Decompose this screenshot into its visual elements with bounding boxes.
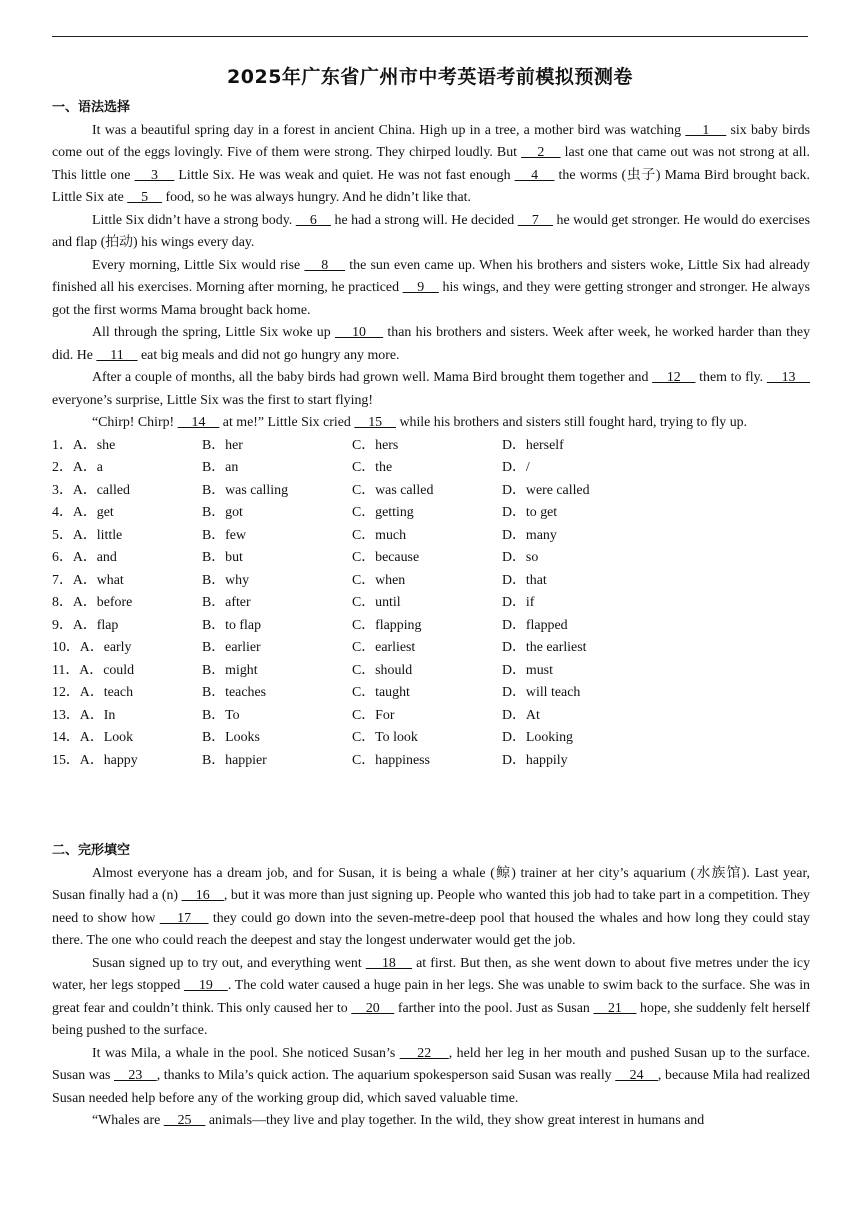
answer-blank: 24 — [615, 1068, 658, 1083]
passage-text: hope, she suddenly felt herself being pushed to the surface. — [52, 1000, 814, 1038]
section-heading: 二、完形填空 — [52, 843, 131, 858]
paragraph — [52, 412, 810, 435]
question-number: 14． — [52, 730, 80, 745]
passage-text: they could go down into the seven-metre-deep pool that housed the whales and how long they could stay there. The one who could reach the deepest and stay the longest underwater would get the job. — [52, 910, 814, 948]
answer-blank: 9 — [402, 280, 439, 295]
option-b[interactable]: B．an — [202, 460, 239, 475]
answer-blank: 14 — [177, 415, 220, 430]
passage-text: Almost everyone has a dream job, and for Susan, it is being a whale (鲸) trainer at her city’s aquarium (水族馆). Last year, Susan finally had a (n) — [52, 865, 814, 903]
passage-text: , because Mila had realized Susan needed help before any of the working group did, which saved valuable time. — [52, 1068, 814, 1106]
option-c[interactable]: C．To look — [352, 730, 418, 745]
answer-blank: 4 — [514, 167, 555, 183]
passage-text: After a couple of months, all the baby birds had grown well. Mama Bird brought them together and — [92, 370, 653, 385]
question-options — [52, 705, 810, 728]
passage-text: while his brothers and sisters still fought hard, trying to fly up. — [396, 415, 748, 430]
passage — [52, 120, 814, 435]
option-d[interactable]: D．so — [502, 550, 539, 565]
option-a[interactable] — [52, 682, 202, 705]
passage-text: All through the spring, Little Six woke up — [92, 325, 335, 340]
option-a-text: A．called — [72, 482, 130, 498]
option-a[interactable] — [52, 480, 202, 503]
passage-text: “Chirp! Chirp! — [92, 415, 178, 430]
option-c[interactable]: C．getting — [352, 505, 414, 520]
option-b[interactable]: B．teaches — [202, 685, 267, 700]
passage-text: last one that came out was not strong at all. This little one — [52, 145, 814, 183]
option-d[interactable]: D．Looking — [502, 730, 573, 745]
paragraph — [52, 255, 814, 323]
question-options — [52, 592, 810, 615]
option-a[interactable] — [52, 705, 202, 728]
passage-text: six baby birds come out of the eggs lovingly. Five of them were strong. They chirped loudly. But — [52, 122, 814, 160]
passage-text: Susan signed up to try out, and everything went — [92, 955, 366, 971]
question-options — [52, 547, 810, 570]
option-a-text: A．a — [72, 460, 103, 475]
passage-text: , but it was more than just signing up. People who wanted this job had to take part in a competition. They need to show how — [52, 888, 814, 926]
question-number: 3． — [52, 482, 73, 498]
option-b[interactable]: B．her — [202, 437, 243, 453]
option-a-text: A．little — [72, 527, 123, 543]
answer-blank: 18 — [365, 955, 413, 971]
answer-blank: 19 — [184, 978, 228, 993]
option-c[interactable]: C．earliest — [352, 640, 416, 655]
question-options — [52, 480, 810, 503]
paragraph — [52, 953, 814, 1043]
passage-text: farther into the pool. Just as Susan — [394, 1000, 594, 1016]
question-number: 4． — [52, 505, 73, 520]
option-c[interactable]: C．hers — [352, 437, 399, 453]
question-number: 6． — [52, 550, 73, 565]
question-number: 8． — [52, 595, 73, 610]
option-a[interactable] — [52, 637, 202, 660]
passage-text: , thanks to Mila’s quick action. The aquarium spokesperson said Susan was really — [156, 1068, 616, 1083]
header-rule — [52, 36, 808, 37]
option-a-text: A．Look — [79, 730, 134, 745]
option-a-text: A．what — [72, 572, 124, 588]
question-options — [52, 502, 810, 525]
passage-text: . The cold water caused a huge pain in her legs. She was unable to swim back to the surface. She was in great fear and couldn’t think. This only caused her to — [52, 978, 814, 1016]
option-d[interactable]: D．/ — [502, 460, 530, 475]
option-a-text: A．happy — [79, 752, 138, 768]
passage-text: Little Six. He was weak and quiet. He was not fast enough — [174, 167, 515, 183]
answer-blank: 25 — [163, 1113, 206, 1128]
answer-blank: 17 — [159, 910, 209, 926]
option-c[interactable]: C．happiness — [352, 752, 430, 768]
option-c[interactable]: C．because — [352, 550, 420, 565]
passage-text: Little Six didn’t have a strong body. — [92, 212, 296, 228]
option-a-text: A．early — [79, 640, 132, 655]
paragraph — [52, 863, 814, 953]
option-a-text: A．teach — [79, 685, 134, 700]
option-a[interactable] — [52, 547, 202, 570]
option-b[interactable]: B．To — [202, 707, 240, 723]
option-d[interactable]: D．flapped — [502, 617, 568, 633]
question-number: 5． — [52, 527, 73, 543]
answer-blank: 23 — [114, 1068, 157, 1083]
option-d[interactable]: D．if — [502, 595, 535, 610]
question-options — [52, 570, 810, 593]
option-d[interactable]: D．were called — [502, 482, 590, 498]
passage-text: “Whales are — [92, 1113, 164, 1128]
question-number: 11． — [52, 662, 80, 678]
option-b[interactable]: B．but — [202, 550, 243, 565]
answer-blank: 13 — [766, 370, 810, 385]
section-grammar-choice — [52, 97, 814, 772]
question-options — [52, 615, 810, 638]
option-b[interactable]: B．Looks — [202, 730, 260, 745]
option-a[interactable] — [52, 502, 202, 525]
option-c[interactable]: C．flapping — [352, 617, 422, 633]
option-b[interactable]: B．was calling — [202, 482, 289, 498]
passage-text: food, so he was always hungry. And he didn’t like that. — [161, 190, 471, 205]
passage-text: he had a strong will. He decided — [330, 212, 518, 228]
answer-blank: 8 — [304, 257, 346, 273]
option-b[interactable]: B．got — [202, 505, 243, 520]
paragraph — [52, 322, 814, 367]
question-options — [52, 525, 810, 548]
question-number: 12． — [52, 685, 80, 700]
passage — [52, 863, 814, 1133]
option-b[interactable]: B．earlier — [202, 640, 261, 655]
option-d[interactable]: D．the earliest — [502, 640, 587, 655]
option-a[interactable] — [52, 750, 202, 773]
question-options — [52, 727, 810, 750]
option-c[interactable]: C．when — [352, 572, 406, 588]
passage-text: eat big meals and did not go hungry any more. — [137, 347, 400, 363]
paragraph — [52, 1110, 810, 1133]
question-number: 10． — [52, 640, 80, 655]
question-number: 2． — [52, 460, 73, 475]
paragraph — [52, 120, 814, 210]
question-options — [52, 435, 810, 458]
question-number: 15． — [52, 752, 80, 768]
option-c[interactable]: C．taught — [352, 685, 410, 700]
option-d[interactable]: D．many — [502, 527, 557, 543]
passage-text: the sun even came up. When his brothers and sisters woke, Little Six had already finished all his exercises. Morning after morning, he practiced — [52, 257, 814, 295]
option-a-text: A．flap — [72, 617, 119, 633]
option-a[interactable] — [52, 570, 202, 593]
question-options — [52, 457, 810, 480]
answer-blank: 2 — [521, 145, 561, 160]
option-d[interactable]: D．will teach — [502, 685, 581, 700]
option-a[interactable] — [52, 615, 202, 638]
answer-blank: 3 — [134, 167, 175, 183]
page-title: 2025年广东省广州市中考英语考前模拟预测卷 — [227, 66, 633, 88]
paragraph — [52, 367, 814, 412]
option-b[interactable]: B．after — [202, 595, 251, 610]
option-a[interactable] — [52, 660, 202, 683]
answer-blank: 12 — [652, 370, 696, 385]
passage-text: his wings, and they were getting stronger and stronger. He always got the first worms Mama brought back home. — [52, 280, 814, 318]
paragraph — [52, 210, 814, 255]
answer-blank: 6 — [295, 212, 331, 228]
option-c[interactable]: C．For — [352, 707, 395, 723]
option-a[interactable] — [52, 592, 202, 615]
option-a-text: A．before — [72, 595, 133, 610]
option-c[interactable]: C．the — [352, 460, 393, 475]
answer-blank: 20 — [351, 1000, 395, 1016]
option-c[interactable]: C．much — [352, 527, 407, 543]
option-c[interactable]: C．was called — [352, 482, 434, 498]
passage-text: It was a beautiful spring day in a forest in ancient China. High up in a tree, a mother bird was watching — [92, 122, 686, 138]
answer-blank: 22 — [399, 1045, 449, 1061]
passage-text: It was Mila, a whale in the pool. She noticed Susan’s — [92, 1045, 400, 1061]
passage-text: than his brothers and sisters. Week after week, he worked harder than they did. He — [52, 325, 814, 363]
paragraph — [52, 1043, 814, 1111]
option-a[interactable] — [52, 525, 202, 548]
option-d[interactable]: D．must — [502, 662, 553, 678]
option-a[interactable] — [52, 435, 202, 458]
passage-text: everyone’s surprise, Little Six was the first to start flying! — [52, 370, 814, 408]
passage-text: animals—they live and play together. In the wild, they show great interest in humans and — [205, 1113, 705, 1128]
option-b[interactable]: B．why — [202, 572, 250, 588]
section-heading: 一、语法选择 — [52, 100, 131, 115]
passage-text: at first. But then, as she went down to about five metres under the icy water, her legs stopped — [52, 955, 814, 993]
section-cloze — [52, 840, 814, 1133]
answer-blank: 15 — [354, 415, 396, 430]
option-b[interactable]: B．to flap — [202, 617, 262, 633]
question-number: 13． — [52, 707, 80, 723]
option-d[interactable]: D．that — [502, 572, 547, 588]
option-c[interactable]: C．should — [352, 662, 413, 678]
option-b[interactable]: B．might — [202, 662, 258, 678]
option-d[interactable]: D．happily — [502, 752, 568, 768]
option-b[interactable]: B．few — [202, 527, 246, 543]
question-options — [52, 682, 810, 705]
answer-blank: 1 — [685, 122, 727, 138]
option-a[interactable] — [52, 457, 202, 480]
option-a-text: A．In — [79, 707, 116, 723]
answer-blank: 10 — [334, 325, 384, 340]
passage-text: the worms (虫子) Mama Bird brought back. Little Six ate — [52, 167, 814, 205]
option-a-text: A．could — [79, 662, 135, 678]
option-a-text: A．and — [72, 550, 117, 565]
option-d[interactable]: D．to get — [502, 505, 558, 520]
question-options — [52, 750, 810, 773]
question-number: 7． — [52, 572, 73, 588]
question-options — [52, 660, 810, 683]
question-options — [52, 637, 810, 660]
answer-blank: 21 — [593, 1000, 637, 1016]
option-d[interactable]: D．herself — [502, 437, 564, 453]
answer-blank: 5 — [127, 190, 162, 205]
passage-text: them to fly. — [695, 370, 767, 385]
question-number: 1． — [52, 437, 73, 453]
passage-text: , held her leg in her mouth and pushed Susan up to the surface. Susan was — [52, 1045, 814, 1083]
option-c[interactable]: C．until — [352, 595, 401, 610]
option-b[interactable]: B．happier — [202, 752, 267, 768]
option-d[interactable]: D．At — [502, 707, 540, 723]
question-number: 9． — [52, 617, 73, 633]
answer-blank: 7 — [517, 212, 553, 228]
passage-text: he would get stronger. He would do exercises and flap (拍动) his wings every day. — [52, 212, 814, 250]
option-a[interactable] — [52, 727, 202, 750]
answer-blank: 16 — [181, 888, 224, 903]
option-list — [52, 435, 810, 773]
passage-text: Every morning, Little Six would rise — [92, 257, 305, 273]
option-a-text: A．get — [72, 505, 114, 520]
answer-blank: 11 — [96, 347, 138, 363]
passage-text: at me!” Little Six cried — [219, 415, 355, 430]
option-a-text: A．she — [72, 437, 116, 453]
